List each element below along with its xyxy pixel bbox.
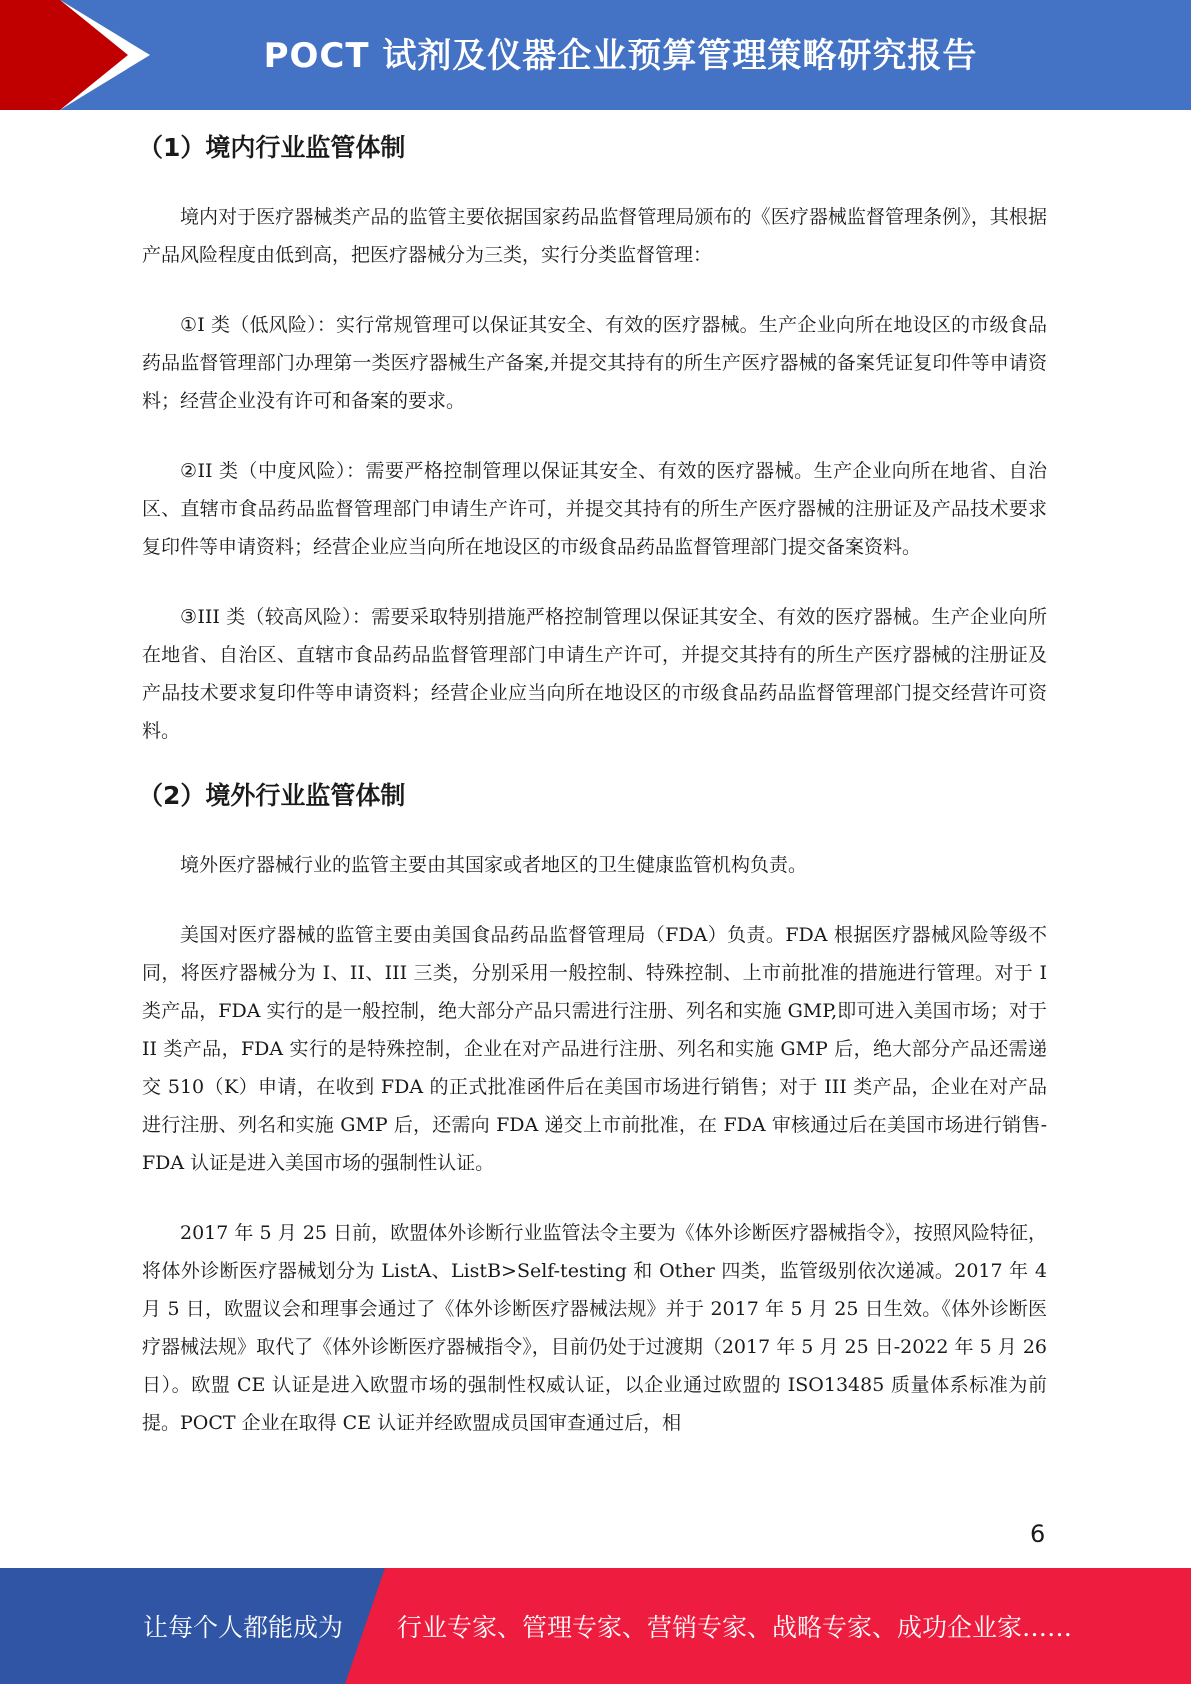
section-heading-overseas: （2）境外行业监管体制 bbox=[138, 781, 406, 810]
page-number: 6 bbox=[1030, 1520, 1046, 1548]
paragraph: ③III 类（较高风险）：需要采取特别措施严格控制管理以保证其安全、有效的医疗器械。生产企业向所在地省、自治区、直辖市食品药品监督管理部门申请生产许可，并提交其持有的所生产医疗器械的注册证及产品技术要求复印件等申请资料；经营企业应当向所在地设区的市级食品药品监督管理部门提交经营许可资料。 bbox=[142, 606, 1047, 742]
page-content bbox=[138, 128, 1047, 1442]
paragraph: ②II 类（中度风险）：需要严格控制管理以保证其安全、有效的医疗器械。生产企业向所在地省、自治区、直辖市食品药品监督管理部门申请生产许可，并提交其持有的所生产医疗器械的注册证及产品技术要求复印件等申请资料；经营企业应当向所在地设区的市级食品药品监督管理部门提交备案资料。 bbox=[142, 460, 1047, 558]
footer-slogan-left: 让每个人都能成为 bbox=[143, 1613, 344, 1642]
paragraph: ①I 类（低风险）：实行常规管理可以保证其安全、有效的医疗器械。生产企业向所在地设区的市级食品药品监督管理部门办理第一类医疗器械生产备案,并提交其持有的所生产医疗器械的备案凭证复印件等申请资料；经营企业没有许可和备案的要求。 bbox=[142, 314, 1047, 412]
paragraph: 境外医疗器械行业的监管主要由其国家或者地区的卫生健康监管机构负责。 bbox=[180, 854, 808, 876]
report-title: POCT 试剂及仪器企业预算管理策略研究报告 bbox=[263, 35, 978, 76]
section-heading-domestic: （1）境内行业监管体制 bbox=[138, 133, 406, 162]
chevron-arrow-icon bbox=[0, 0, 160, 110]
paragraph: 境内对于医疗器械类产品的监管主要依据国家药品监督管理局颁布的《医疗器械监督管理条例》，其根据产品风险程度由低到高，把医疗器械分为三类，实行分类监督管理： bbox=[142, 206, 1047, 266]
header-bar bbox=[0, 0, 1191, 110]
footer-slogan-right: 行业专家、管理专家、营销专家、战略专家、成功企业家…… bbox=[397, 1613, 1073, 1642]
paragraph: 美国对医疗器械的监管主要由美国食品药品监督管理局（FDA）负责。FDA 根据医疗器械风险等级不同，将医疗器械分为 I、II、III 三类，分别采用一般控制、特殊控制、上市前批准的措施进行管理。对于 I 类产品，FDA 实行的是一般控制，绝大部分产品只需进行注册、列名和实施 GMP,即可进入美国市场；对于 II 类产品，FDA 实行的是特殊控制，企业在对产品进行注册、列名和实施 GMP 后，绝大部分产品还需递交 510（K）申请，在收到 FDA 的正式批准函件后在美国市场进行销售；对于 III 类产品，企业在对产品进行注册、列名和实施 GMP 后，还需向 FDA 递交上市前批准，在 FDA 审核通过后在美国市场进行销售-FDA 认证是进入美国市场的强制性认证。 bbox=[142, 924, 1047, 1174]
paragraph: 2017 年 5 月 25 日前，欧盟体外诊断行业监管法令主要为《体外诊断医疗器械指令》，按照风险特征，将体外诊断医疗器械划分为 ListA、ListB>Self-testing 和 Other 四类，监管级别依次递减。2017 年 4 月 5 日，欧盟议会和理事会通过了《体外诊断医疗器械法规》并于 2017 年 5 月 25 日生效。《体外诊断医疗器械法规》取代了《体外诊断医疗器械指令》，目前仍处于过渡期（2017 年 5 月 25 日-2022 年 5 月 26 日）。欧盟 CE 认证是进入欧盟市场的强制性权威认证，以企业通过欧盟的 ISO13485 质量体系标准为前提。POCT 企业在取得 CE 认证并经欧盟成员国审查通过后，相 bbox=[142, 1222, 1047, 1434]
footer-bar bbox=[0, 1568, 1191, 1684]
